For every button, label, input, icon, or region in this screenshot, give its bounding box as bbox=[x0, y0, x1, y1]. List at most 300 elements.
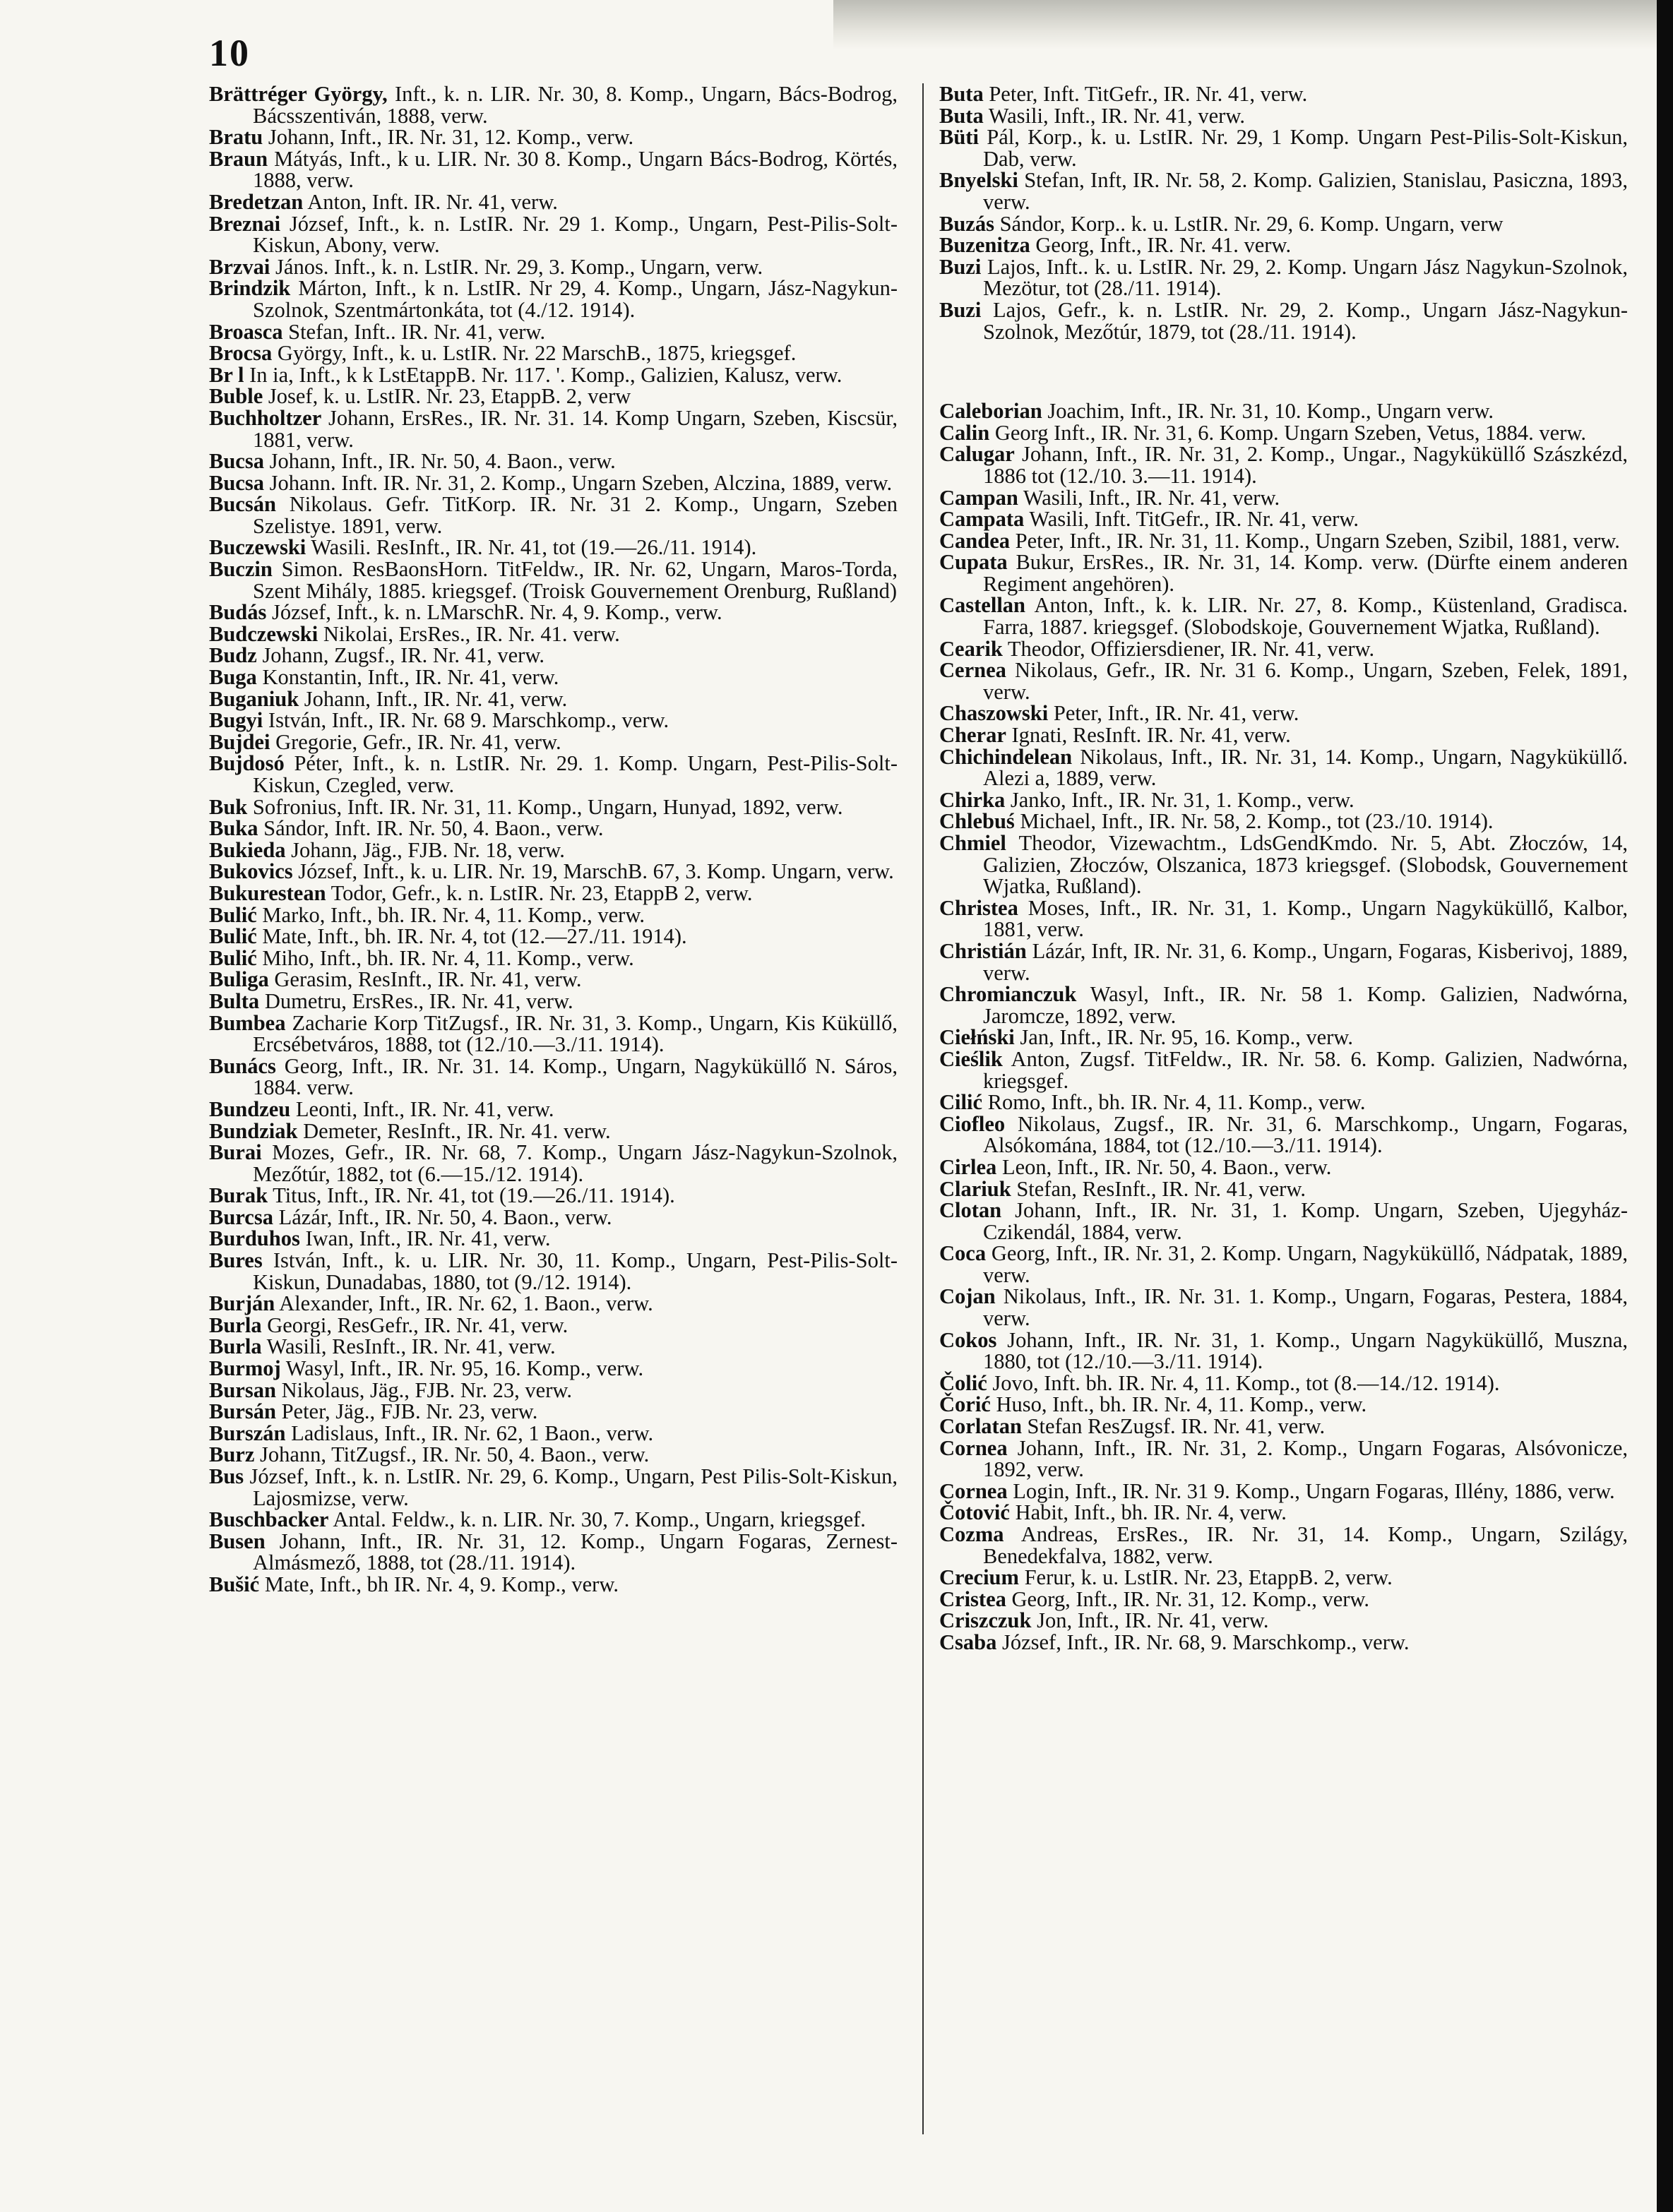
entry bbox=[939, 443, 1628, 486]
entry-surname: Corlatan bbox=[939, 1414, 1022, 1439]
entry-surname: Ciełński bbox=[939, 1025, 1015, 1050]
entry-details: Johann, ErsRes., IR. Nr. 31. 14. Komp Ungarn, Szeben, Kiscsür, 1881, verw. bbox=[253, 405, 898, 452]
entry-surname: Cristea bbox=[939, 1586, 1006, 1611]
entry-details: Sándor, Inft. IR. Nr. 50, 4. Baon., verw. bbox=[258, 816, 604, 841]
entry-details: Wasili. ResInft., IR. Nr. 41, tot (19.—26./11. 1914). bbox=[306, 535, 757, 560]
entry-details: József, Inft., k. n. LMarschR. Nr. 4, 9. Komp., verw. bbox=[266, 600, 722, 625]
entry bbox=[939, 1586, 1628, 1611]
entry-surname: Chichindelean bbox=[939, 744, 1073, 769]
entry-details: Huso, Inft., bh. IR. Nr. 4, 11. Komp., verw. bbox=[990, 1392, 1367, 1417]
entry bbox=[939, 1286, 1628, 1329]
entry-details: Gerasim, ResInft., IR. Nr. 41, verw. bbox=[268, 967, 582, 992]
entry-details: Nikolaus, Inft., IR. Nr. 31, 14. Komp., Ungarn, Nagyküküllő. Alezi a, 1889, verw. bbox=[983, 744, 1628, 791]
entry-surname: Brzvai bbox=[209, 254, 270, 279]
entry-surname: Burai bbox=[209, 1140, 262, 1165]
entry-details: Georg Inft., IR. Nr. 31, 6. Komp. Ungarn Szeben, Vetus, 1884. verw. bbox=[989, 420, 1587, 445]
entry bbox=[209, 1204, 898, 1229]
entry bbox=[939, 811, 1628, 832]
entry bbox=[209, 1053, 898, 1100]
scan-shadow bbox=[833, 0, 1657, 49]
entry-surname: Brättréger György, bbox=[209, 82, 388, 106]
entry bbox=[939, 594, 1628, 638]
entry-surname: Budczewski bbox=[209, 621, 318, 646]
entry bbox=[939, 422, 1628, 444]
entry-surname: Burduhos bbox=[209, 1226, 300, 1251]
entry bbox=[209, 1401, 898, 1423]
entry-surname: Bundziak bbox=[209, 1118, 298, 1143]
entry-surname: Bnyelski bbox=[939, 168, 1018, 193]
entry-details: Ferur, k. u. LstIR. Nr. 23, EtappB. 2, verw. bbox=[1018, 1565, 1393, 1590]
entry-details: Stefan, ResInft., IR. Nr. 41, verw. bbox=[1011, 1176, 1306, 1201]
entry-surname: Ciofleo bbox=[939, 1111, 1006, 1136]
entry-surname: Chmiel bbox=[939, 831, 1006, 855]
entry bbox=[939, 1370, 1628, 1395]
entry bbox=[939, 169, 1628, 213]
entry-details: Georgi, ResGefr., IR. Nr. 41, verw. bbox=[261, 1313, 568, 1337]
entry bbox=[209, 645, 898, 666]
entry-details: György, Inft., k. u. LstIR. Nr. 22 MarschB., 1875, kriegsgef. bbox=[272, 341, 797, 366]
entry-details: Peter, Inft., IR. Nr. 31, 11. Komp., Ungarn Szeben, Szibil, 1881, verw. bbox=[1010, 528, 1620, 553]
entry-surname: Broasca bbox=[209, 319, 283, 344]
entry bbox=[939, 746, 1628, 789]
entry bbox=[209, 1012, 898, 1056]
entry-surname: Buble bbox=[209, 384, 263, 409]
entry-details: Michael, Inft., IR. Nr. 58, 2. Komp., tot (23./10. 1914). bbox=[1014, 809, 1494, 834]
entry-details: Mate, Inft., bh. IR. Nr. 4, tot (12.—27./11. 1914). bbox=[256, 924, 687, 949]
entry-surname: Bujdei bbox=[209, 729, 270, 754]
entry-surname: Burmoj bbox=[209, 1356, 281, 1381]
entry bbox=[209, 839, 898, 861]
entry bbox=[209, 1466, 898, 1509]
entry-surname: Criszczuk bbox=[939, 1608, 1032, 1633]
entry-details: Johann, Jäg., FJB. Nr. 18, verw. bbox=[285, 837, 565, 862]
letter-separator bbox=[939, 342, 1628, 400]
entry bbox=[209, 364, 898, 386]
entry bbox=[209, 558, 898, 602]
entry bbox=[939, 213, 1628, 235]
entry bbox=[209, 1293, 898, 1315]
entry-details: Nikolaus, Zugsf., IR. Nr. 31, 6. Marschkomp., Ungarn, Fogaras, Alsókomána, 1884, tot (12./10.—3./11. 1914). bbox=[983, 1111, 1628, 1158]
entry bbox=[209, 880, 898, 905]
entry-surname: Čorić bbox=[939, 1392, 991, 1417]
entry-details: Gregorie, Gefr., IR. Nr. 41, verw. bbox=[270, 729, 561, 754]
entry bbox=[209, 385, 898, 407]
entry bbox=[209, 796, 898, 818]
entry bbox=[209, 969, 898, 991]
entry bbox=[209, 818, 898, 839]
entry-details: Johann, Inft., IR. Nr. 31, 1. Komp., Ungarn Nagyküküllő, Muszna, 1880, tot (12./10.—3./11. 1914). bbox=[983, 1327, 1628, 1374]
entry-surname: Burszán bbox=[209, 1421, 286, 1445]
entry-surname: Budz bbox=[209, 643, 257, 668]
entry-surname: Bukurestean bbox=[209, 880, 326, 905]
entry-details: Lajos, Gefr., k. n. LstIR. Nr. 29, 2. Komp., Ungarn Jász-Nagykun-Szolnok, Mezőtúr, 1879, tot (28./11. 1914). bbox=[981, 297, 1628, 344]
entry-details: Peter, Jäg., FJB. Nr. 23, verw. bbox=[275, 1399, 538, 1424]
entry bbox=[209, 148, 898, 191]
entry-surname: Buzi bbox=[939, 254, 982, 279]
entry-details: Johann, Inft., IR. Nr. 31, 12. Komp., verw. bbox=[263, 125, 634, 150]
entry-details: Peter, Inft. TitGefr., IR. Nr. 41, verw. bbox=[983, 82, 1308, 106]
entry-details: Habit, Inft., bh. IR. Nr. 4, verw. bbox=[1009, 1500, 1287, 1525]
entry bbox=[209, 407, 898, 450]
entry-surname: Braun bbox=[209, 146, 268, 171]
entry-details: Georg, Inft., IR. Nr. 31, 2. Komp. Ungarn, Nagyküküllő, Nádpatak, 1889, verw. bbox=[983, 1241, 1628, 1287]
entry bbox=[939, 897, 1628, 940]
entry-surname: Brindzik bbox=[209, 276, 291, 301]
entry bbox=[209, 904, 898, 926]
entry bbox=[939, 530, 1628, 552]
entry-details: Ladislaus, Inft., IR. Nr. 62, 1 Baon., verw. bbox=[285, 1421, 654, 1445]
entry-details: Nikolaus. Gefr. TitKorp. IR. Nr. 31 2. Komp., Ungarn, Szeben Szelistye. 1891, verw. bbox=[253, 492, 898, 538]
entry-details: Moses, Inft., IR. Nr. 31, 1. Komp., Ungarn Nagyküküllő, Kalbor, 1881, verw. bbox=[983, 895, 1628, 942]
entry-details: József, Inft., k. n. LstIR. Nr. 29, 6. Komp., Ungarn, Pest Pilis-Solt-Kiskun, Lajosmizse, verw. bbox=[244, 1464, 898, 1510]
entry-details: Jon, Inft., IR. Nr. 41, verw. bbox=[1031, 1608, 1269, 1633]
entry-surname: Bucsa bbox=[209, 449, 264, 474]
entry-details: Wasili, Inft., IR. Nr. 41, verw. bbox=[1018, 485, 1280, 510]
entry bbox=[939, 126, 1628, 169]
entry-details: Jovo, Inft. bh. IR. Nr. 4, 11. Komp., tot (8.—14./12. 1914). bbox=[987, 1370, 1500, 1395]
entry bbox=[209, 494, 898, 537]
entry-details: Romo, Inft., bh. IR. Nr. 4, 11. Komp., verw. bbox=[982, 1090, 1366, 1115]
entry-surname: Bumbea bbox=[209, 1010, 286, 1035]
entry-surname: Buliga bbox=[209, 967, 269, 992]
entry-details: Konstantin, Inft., IR. Nr. 41, verw. bbox=[256, 665, 559, 690]
entry-details: Leon, Inft., IR. Nr. 50, 4. Baon., verw. bbox=[996, 1154, 1332, 1179]
entry bbox=[939, 1632, 1628, 1654]
left-column bbox=[209, 83, 898, 1596]
entry bbox=[939, 789, 1628, 811]
entry-details: István, Inft., k. u. LIR. Nr. 30, 11. Komp., Ungarn, Pest-Pilis-Solt-Kiskun, Dunadabas, 1880, tot (9./12. 1914). bbox=[253, 1248, 898, 1294]
entry bbox=[209, 1185, 898, 1207]
entry-surname: Buczewski bbox=[209, 535, 306, 560]
entry bbox=[209, 450, 898, 472]
entry bbox=[939, 984, 1628, 1027]
entry-surname: Castellan bbox=[939, 593, 1025, 618]
entry bbox=[939, 1156, 1628, 1178]
entry-surname: Bratu bbox=[209, 125, 263, 150]
entry bbox=[209, 1423, 898, 1445]
entry-surname: Christián bbox=[939, 938, 1027, 963]
entry bbox=[209, 472, 898, 494]
entry bbox=[939, 83, 1628, 105]
entry-details: János. Inft., k. n. LstIR. Nr. 29, 3. Komp., Ungarn, verw. bbox=[270, 254, 763, 279]
entry-details: Peter, Inft., IR. Nr. 41, verw. bbox=[1048, 701, 1299, 726]
entry bbox=[939, 1478, 1628, 1503]
entry bbox=[209, 1531, 898, 1574]
entry bbox=[939, 724, 1628, 746]
entry-details: Johann, Inft., IR. Nr. 31, 2. Komp., Ungarn Fogaras, Alsóvonicze, 1892, verw. bbox=[983, 1435, 1628, 1482]
entry bbox=[939, 1394, 1628, 1416]
entry-surname: Buka bbox=[209, 816, 258, 841]
entry-surname: Burla bbox=[209, 1334, 262, 1359]
entry bbox=[209, 83, 898, 126]
entry-surname: Bucsán bbox=[209, 492, 276, 517]
entry-details: Theodor, Vizewachtm., LdsGendKmdo. Nr. 5, Abt. Złoczów, 14, Galizien, Złoczów, Olszanica, 1873 kriegsgef. (Slobodsk, Gouvernement Wjatka, Rußland). bbox=[983, 831, 1628, 899]
entry bbox=[209, 666, 898, 688]
entry-details: Georg, Inft., IR. Nr. 31. 14. Komp., Ungarn, Nagyküküllő N. Sáros, 1884. verw. bbox=[253, 1053, 898, 1100]
entry-details: Johann, Inft., IR. Nr. 31, 2. Komp., Ungar., Nagyküküllő Szászkézd, 1886 tot (12./10. 3.—11. 1914). bbox=[983, 442, 1628, 488]
entry bbox=[939, 1329, 1628, 1373]
entry-details: Mate, Inft., bh IR. Nr. 4, 9. Komp., verw. bbox=[259, 1572, 619, 1596]
entry bbox=[209, 988, 898, 1013]
entry-details: Mozes, Gefr., IR. Nr. 68, 7. Komp., Ungarn Jász-Nagykun-Szolnok, Mezőtúr, 1882, tot (6.—15./12. 1914). bbox=[253, 1140, 898, 1186]
entry bbox=[939, 638, 1628, 660]
entry-details: Login, Inft., IR. Nr. 31 9. Komp., Ungarn Fogaras, Illény, 1886, verw. bbox=[1007, 1478, 1615, 1503]
entry bbox=[209, 1228, 898, 1250]
entry bbox=[939, 1243, 1628, 1286]
entry-surname: Chirka bbox=[939, 787, 1006, 812]
entry bbox=[939, 1178, 1628, 1200]
entry-details: Wasili, Inft., IR. Nr. 41, verw. bbox=[983, 103, 1245, 128]
entry-details: Stefan, Inft.. IR. Nr. 41, verw. bbox=[282, 319, 546, 344]
entry-surname: Calugar bbox=[939, 442, 1015, 467]
entry-surname: Bunács bbox=[209, 1053, 276, 1078]
entry bbox=[209, 1315, 898, 1337]
entry-surname: Cojan bbox=[939, 1284, 996, 1309]
entry bbox=[209, 731, 898, 753]
column-divider bbox=[922, 83, 924, 2134]
entry-surname: Campan bbox=[939, 485, 1018, 510]
entry-details: Georg, Inft., IR. Nr. 31, 12. Komp., verw. bbox=[1006, 1586, 1370, 1611]
entry bbox=[209, 602, 898, 623]
entry-details: Jan, Inft., IR. Nr. 95, 16. Komp., verw. bbox=[1014, 1025, 1353, 1050]
entry-surname: Buczin bbox=[209, 557, 273, 582]
entry-surname: Cearik bbox=[939, 636, 1003, 661]
entry bbox=[209, 321, 898, 343]
entry bbox=[939, 1416, 1628, 1437]
entry bbox=[209, 1358, 898, 1380]
entry bbox=[209, 861, 898, 883]
entry bbox=[939, 1092, 1628, 1113]
entry bbox=[209, 947, 898, 969]
entry-details: Sándor, Korp.. k. u. LstIR. Nr. 29, 6. Komp. Ungarn, verw bbox=[994, 211, 1504, 236]
entry bbox=[939, 508, 1628, 530]
entry-surname: Bursán bbox=[209, 1399, 276, 1424]
entry-details: Alexander, Inft., IR. Nr. 62, 1. Baon., verw. bbox=[275, 1291, 653, 1316]
entry-surname: Čotović bbox=[939, 1500, 1010, 1525]
entry-surname: Cokos bbox=[939, 1327, 997, 1352]
entry-surname: Buga bbox=[209, 665, 257, 690]
entry-surname: Bredetzan bbox=[209, 189, 304, 214]
entry-surname: Burla bbox=[209, 1313, 262, 1337]
entry bbox=[939, 551, 1628, 594]
entry-surname: Burján bbox=[209, 1291, 275, 1316]
entry-details: Theodor, Offiziersdiener, IR. Nr. 41, verw. bbox=[1002, 636, 1375, 661]
entry-details: Johann. Inft. IR. Nr. 31, 2. Komp., Ungarn Szeben, Alczina, 1889, verw. bbox=[263, 470, 893, 495]
entry-details: Johann, Inft., IR. Nr. 31, 1. Komp. Ungarn, Szeben, Ujegyház-Czikendál, 1884, verw. bbox=[983, 1198, 1628, 1244]
entry-surname: Chlebuś bbox=[939, 809, 1015, 834]
entry-surname: Burz bbox=[209, 1442, 255, 1467]
entry-surname: Bukovics bbox=[209, 859, 293, 884]
entry bbox=[209, 126, 898, 148]
entry-details: József, Inft., k. n. LstIR. Nr. 29 1. Komp., Ungarn, Pest-Pilis-Solt-Kiskun, Abony, verw. bbox=[253, 211, 898, 258]
entry-details: Andreas, ErsRes., IR. Nr. 31, 14. Komp., Ungarn, Szilágy, Benedekfalva, 1882, verw. bbox=[983, 1522, 1628, 1568]
entry-details: István, Inft., IR. Nr. 68 9. Marschkomp., verw. bbox=[263, 708, 669, 733]
entry bbox=[939, 1048, 1628, 1092]
entry-surname: Bujdosó bbox=[209, 751, 285, 776]
entry-details: Wasyl, Inft., IR. Nr. 58 1. Komp. Galizien, Nadwórna, Jaromcze, 1892, verw. bbox=[983, 982, 1628, 1028]
entry bbox=[209, 1444, 898, 1466]
entry-details: Dumetru, ErsRes., IR. Nr. 41, verw. bbox=[259, 988, 573, 1013]
entry-details: Stefan ResZugsf. IR. Nr. 41, verw. bbox=[1021, 1414, 1326, 1439]
entry-details: Johann, Inft., IR. Nr. 50, 4. Baon., verw. bbox=[263, 449, 616, 474]
entry-surname: Cupata bbox=[939, 550, 1008, 575]
entry bbox=[939, 1113, 1628, 1156]
entry-surname: Cornea bbox=[939, 1478, 1008, 1503]
entry-surname: Candea bbox=[939, 528, 1010, 553]
entry bbox=[209, 537, 898, 558]
entry bbox=[939, 487, 1628, 509]
entry bbox=[939, 1200, 1628, 1243]
entry bbox=[209, 1336, 898, 1358]
entry-surname: Bugyi bbox=[209, 708, 263, 733]
entry-details: József, Inft., k. u. LIR. Nr. 19, MarschB. 67, 3. Komp. Ungarn, verw. bbox=[292, 859, 894, 884]
entry-surname: Clariuk bbox=[939, 1176, 1011, 1201]
entry bbox=[209, 1377, 898, 1402]
entry-details: Nikolaus, Gefr., IR. Nr. 31 6. Komp., Ungarn, Szeben, Felek, 1891, verw. bbox=[983, 658, 1628, 704]
entry-surname: Budás bbox=[209, 600, 267, 625]
entry-details: Johann, Zugsf., IR. Nr. 41, verw. bbox=[256, 643, 544, 668]
entry-surname: Burak bbox=[209, 1183, 268, 1208]
entry bbox=[209, 926, 898, 947]
entry-surname: Chromianczuk bbox=[939, 982, 1077, 1007]
entry bbox=[939, 1437, 1628, 1481]
entry-surname: Buchholtzer bbox=[209, 405, 322, 430]
entry-surname: Campata bbox=[939, 507, 1025, 532]
entry-surname: Bus bbox=[209, 1464, 244, 1488]
entry-details: Anton, Inft., k. k. LIR. Nr. 27, 8. Komp., Küstenland, Gradisca. Farra, 1887. kriegsgef. (Slobodskoje, Gouvernement Wjatka, Rußland). bbox=[983, 593, 1628, 640]
entry-details: Johann, Inft., IR. Nr. 31, 12. Komp., Ungarn Fogaras, Zernest-Almásmező, 1888, tot (28./11. 1914). bbox=[253, 1529, 898, 1575]
entry-details: Todor, Gefr., k. n. LstIR. Nr. 23, EtappB 2, verw. bbox=[326, 880, 753, 905]
entry-surname: Brocsa bbox=[209, 341, 273, 366]
entry-details: Wasili, ResInft., IR. Nr. 41, verw. bbox=[261, 1334, 556, 1359]
entry-surname: Br l bbox=[209, 362, 244, 387]
entry-surname: Buk bbox=[209, 794, 248, 819]
entry-surname: Chaszowski bbox=[939, 701, 1049, 726]
entry-details: Márton, Inft., k n. LstIR. Nr 29, 4. Komp., Ungarn, Jász-Nagykun-Szolnok, Szentmártonkáta, tot (4./12. 1914). bbox=[253, 276, 898, 322]
entry-details: Janko, Inft., IR. Nr. 31, 1. Komp., verw. bbox=[1005, 787, 1355, 812]
entry-details: Nikolai, ErsRes., IR. Nr. 41. verw. bbox=[318, 621, 620, 646]
right-column-b-entries bbox=[939, 83, 1628, 342]
entry-details: Lázár, Inft., IR. Nr. 50, 4. Baon., verw. bbox=[273, 1204, 612, 1229]
entry-details: József, Inft., IR. Nr. 68, 9. Marschkomp., verw. bbox=[996, 1630, 1410, 1654]
entry-details: Demeter, ResInft., IR. Nr. 41. verw. bbox=[297, 1118, 611, 1143]
entry-details: Nikolaus, Jäg., FJB. Nr. 23, verw. bbox=[275, 1377, 573, 1402]
entry bbox=[209, 256, 898, 278]
entry-details: Zacharie Korp TitZugsf., IR. Nr. 31, 3. Komp., Ungarn, Kis Küküllő, Ercsébetváros, 1888, tot (12./10.—3./11. 1914). bbox=[253, 1010, 898, 1057]
entry-details: Leonti, Inft., IR. Nr. 41, verw. bbox=[290, 1096, 554, 1121]
entry-details: Wasyl, Inft., IR. Nr. 95, 16. Komp., verw. bbox=[280, 1356, 644, 1381]
entry bbox=[939, 1567, 1628, 1589]
entry bbox=[209, 277, 898, 321]
right-column bbox=[939, 83, 1628, 1654]
entry bbox=[209, 342, 898, 364]
entry-surname: Buta bbox=[939, 82, 984, 106]
entry-details: Johann, Inft., IR. Nr. 41, verw. bbox=[299, 686, 568, 711]
entry-surname: Christea bbox=[939, 895, 1018, 920]
entry-details: Lázár, Inft, IR. Nr. 31, 6. Komp., Ungarn, Fogaras, Kisberivoj, 1889, verw. bbox=[983, 938, 1628, 985]
entry-details: Inft., k. n. LIR. Nr. 30, 8. Komp., Ungarn, Bács-Bodrog, Bácsszentiván, 1888, verw. bbox=[253, 82, 898, 128]
entry bbox=[939, 400, 1628, 422]
entry-details: Nikolaus, Inft., IR. Nr. 31. 1. Komp., Ungarn, Fogaras, Pestera, 1884, verw. bbox=[983, 1284, 1628, 1331]
entry bbox=[939, 832, 1628, 897]
entry-details: Marko, Inft., bh. IR. Nr. 4, 11. Komp., verw. bbox=[256, 902, 645, 927]
entry-surname: Bulić bbox=[209, 924, 257, 949]
entry-surname: Cozma bbox=[939, 1522, 1004, 1546]
entry-surname: Bures bbox=[209, 1248, 263, 1273]
entry-surname: Cherar bbox=[939, 723, 1006, 748]
entry-surname: Buganiuk bbox=[209, 686, 299, 711]
entry-surname: Crecium bbox=[939, 1565, 1019, 1590]
entry-surname: Busen bbox=[209, 1529, 266, 1553]
entry-surname: Bulić bbox=[209, 902, 257, 927]
entry-details: Stefan, Inft, IR. Nr. 58, 2. Komp. Galizien, Stanislau, Pasiczna, 1893, verw. bbox=[983, 168, 1628, 214]
entry-details: Iwan, Inft., IR. Nr. 41, verw. bbox=[299, 1226, 551, 1251]
entry bbox=[209, 1250, 898, 1293]
entry-details: Josef, k. u. LstIR. Nr. 23, EtappB. 2, verw bbox=[263, 384, 631, 409]
scan-edge bbox=[1657, 0, 1673, 2212]
entry-details: In ia, Inft., k k LstEtappB. Nr. 117. '. Komp., Galizien, Kalusz, verw. bbox=[244, 362, 843, 387]
entry bbox=[939, 1610, 1628, 1632]
entry bbox=[939, 256, 1628, 299]
entry-surname: Buzás bbox=[939, 211, 994, 236]
entry-surname: Bursan bbox=[209, 1377, 276, 1402]
entry-details: Anton, Zugsf. TitFeldw., IR. Nr. 58. 6. Komp. Galizien, Nadwórna, kriegsgef. bbox=[983, 1046, 1628, 1093]
entry-surname: Cornea bbox=[939, 1435, 1008, 1460]
entry-details: Pál, Korp., k. u. LstIR. Nr. 29, 1 Komp. Ungarn Pest-Pilis-Solt-Kiskun, Dab, verw. bbox=[978, 125, 1628, 171]
entry-surname: Cilić bbox=[939, 1090, 982, 1115]
entry-details: Johann, TitZugsf., IR. Nr. 50, 4. Baon., verw. bbox=[254, 1442, 650, 1467]
entry-surname: Bucsa bbox=[209, 470, 264, 495]
entry bbox=[939, 1027, 1628, 1048]
right-column-c-entries bbox=[939, 400, 1628, 1653]
entry bbox=[939, 299, 1628, 342]
entry-details: Antal. Feldw., k. n. LIR. Nr. 30, 7. Komp., Ungarn, kriegsgef. bbox=[328, 1507, 866, 1532]
entry-surname: Cieślik bbox=[939, 1046, 1003, 1071]
entry-surname: Buzi bbox=[939, 297, 982, 322]
entry-surname: Breznai bbox=[209, 211, 281, 236]
entry-details: Mátyás, Inft., k u. LIR. Nr. 30 8. Komp., Ungarn Bács-Bodrog, Körtés, 1888, verw. bbox=[253, 146, 898, 193]
entry-surname: Bulta bbox=[209, 988, 260, 1013]
entry-details: Sofronius, Inft. IR. Nr. 31, 11. Komp., Ungarn, Hunyad, 1892, verw. bbox=[247, 794, 843, 819]
page-number: 10 bbox=[209, 32, 250, 74]
entry-surname: Čolić bbox=[939, 1370, 987, 1395]
entry-surname: Coca bbox=[939, 1241, 987, 1266]
entry-surname: Buta bbox=[939, 103, 984, 128]
entry-surname: Buzenitza bbox=[939, 233, 1030, 258]
entry-surname: Buschbacker bbox=[209, 1507, 329, 1532]
entry-details: Georg, Inft., IR. Nr. 41. verw. bbox=[1030, 233, 1292, 258]
entry bbox=[209, 213, 898, 256]
entry-details: Ignati, ResInft. IR. Nr. 41, verw. bbox=[1006, 723, 1291, 748]
entry-surname: Clotan bbox=[939, 1198, 1002, 1223]
entry bbox=[209, 1509, 898, 1531]
entry-surname: Bušić bbox=[209, 1572, 260, 1596]
entry-surname: Bundzeu bbox=[209, 1096, 291, 1121]
entry-surname: Burcsa bbox=[209, 1204, 273, 1229]
entry bbox=[939, 234, 1628, 256]
entry-details: Bukur, ErsRes., IR. Nr. 31, 14. Komp. verw. (Dürfte einem anderen Regiment angehören). bbox=[983, 550, 1628, 596]
entry-details: Titus, Inft., IR. Nr. 41, tot (19.—26./11. 1914). bbox=[268, 1183, 675, 1208]
entry bbox=[209, 753, 898, 796]
entry bbox=[209, 1574, 898, 1596]
entry-details: Péter, Inft., k. n. LstIR. Nr. 29. 1. Komp. Ungarn, Pest-Pilis-Solt-Kiskun, Czegled, verw. bbox=[253, 751, 898, 797]
entry-surname: Csaba bbox=[939, 1630, 997, 1654]
entry bbox=[209, 1142, 898, 1185]
entry-surname: Cirlea bbox=[939, 1154, 997, 1179]
entry bbox=[939, 659, 1628, 703]
entry-surname: Bulić bbox=[209, 945, 257, 970]
entry bbox=[209, 710, 898, 731]
